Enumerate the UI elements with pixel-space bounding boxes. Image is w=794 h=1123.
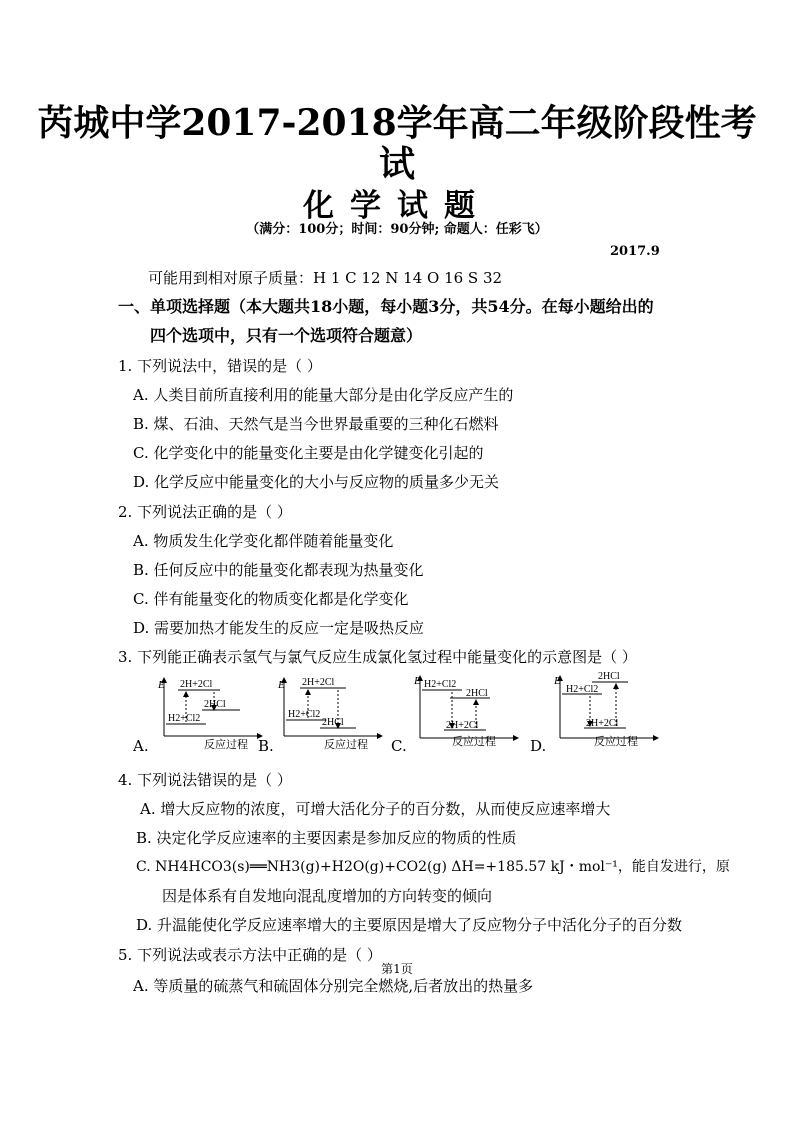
q2-stem: 2. 下列说法正确的是（ ） <box>118 503 292 521</box>
q1-option-c: C. 化学变化中的能量变化主要是由化学键变化引起的 <box>133 444 484 462</box>
q5-option-a: A. 等质量的硫蒸气和硫固体分别完全燃烧,后者放出的热量多 <box>133 977 534 995</box>
q4-option-c-line1: C. NH4HCO3(s)══NH3(g)+H2O(g)+CO2(g) ΔH=+185.57 kJ・mol⁻¹，能自发进行，原 <box>136 859 730 875</box>
q3-option-b: B. <box>258 737 274 755</box>
diagram-a <box>157 679 260 751</box>
q4-option-d: D. 升温能使化学反应速率增大的主要原因是增大了反应物分子中活化分子的百分数 <box>136 916 683 934</box>
q3-option-a: A. <box>133 737 149 755</box>
diagram-b <box>277 677 380 751</box>
q2-option-b: B. 任何反应中的能量变化都表现为热量变化 <box>133 561 424 579</box>
diagram-c-axis-x-label: 反应过程 <box>452 736 496 748</box>
page-footer: 第1页 <box>381 962 413 976</box>
diagram-c <box>413 675 516 748</box>
diagram-b-axis-x-label: 反应过程 <box>324 739 368 751</box>
diagram-b-label-low: 2HCl <box>322 717 344 728</box>
diagram-c-axis-e: E <box>414 675 421 687</box>
q2-option-a: A. 物质发生化学变化都伴随着能量变化 <box>133 532 394 550</box>
diagram-c-label-low: 2H+2Cl <box>446 720 479 731</box>
diagram-a-axis-x-label: 反应过程 <box>204 739 248 751</box>
q4-option-b: B. 决定化学反应速率的主要因素是参加反应的物质的性质 <box>136 829 517 847</box>
diagram-c-label-mid: 2HCl <box>466 688 488 699</box>
q4-option-a: A. 增大反应物的浓度，可增大活化分子的百分数，从而使反应速率增大 <box>140 800 611 818</box>
q1-option-a: A. 人类目前所直接利用的能量大部分是由化学反应产生的 <box>133 386 514 404</box>
diagram-d-label-top: 2HCl <box>598 671 620 682</box>
q2-option-d: D. 需要加热才能发生的反应一定是吸热反应 <box>133 619 425 637</box>
diagram-d-label-mid: H2+Cl2 <box>566 684 599 695</box>
q2-option-c: C. 伴有能量变化的物质变化都是化学变化 <box>133 590 409 608</box>
section-heading-line1: 一、单项选择题（本大题共18小题，每小题3分，共54分。在每小题给出的 <box>118 297 654 316</box>
q3-stem: 3. 下列能正确表示氢气与氯气反应生成氯化氢过程中能量变化的示意图是（ ） <box>118 648 637 666</box>
diagram-a-label-low: H2+Cl2 <box>168 713 201 724</box>
q5-stem: 5. 下列说法或表示方法中正确的是（ ） <box>118 946 382 964</box>
diagram-d-axis-e: E <box>554 675 561 687</box>
diagram-b-label-mid: H2+Cl2 <box>288 709 321 720</box>
atomic-masses: 可能用到相对原子质量：H 1 C 12 N 14 O 16 S 32 <box>148 269 503 287</box>
exam-title-line1: 芮城中学2017-2018学年高二年级阶段性考 <box>37 102 757 144</box>
q1-stem: 1. 下列说法中，错误的是（ ） <box>118 357 322 375</box>
diagram-d <box>553 671 656 748</box>
q4-stem: 4. 下列说法错误的是（ ） <box>118 771 292 789</box>
exam-date: 2017.9 <box>610 244 660 259</box>
diagram-b-label-top: 2H+2Cl <box>302 677 335 688</box>
section-heading-line2: 四个选项中，只有一个选项符合题意） <box>150 326 423 345</box>
diagram-d-axis-x-label: 反应过程 <box>594 736 638 748</box>
exam-title-line2: 试 <box>378 143 415 185</box>
diagram-d-label-low: 2H+2Cl <box>586 718 619 729</box>
diagram-a-axis-e: E <box>158 679 165 691</box>
diagram-b-axis-e: E <box>278 679 285 691</box>
diagram-a-label-top: 2H+2Cl <box>180 679 213 690</box>
q4-option-c-line2: 因是体系有自发地向混乱度增加的方向转变的倾向 <box>162 887 493 905</box>
q3-option-c: C. <box>391 737 407 755</box>
diagram-c-label-top: H2+Cl2 <box>424 679 457 690</box>
diagram-a-label-mid: 2HCl <box>204 699 226 710</box>
subject-title: 化学试题 <box>303 188 491 224</box>
q3-option-d: D. <box>530 737 547 755</box>
exam-meta: （满分：100分；时间：90分钟; 命题人：任彩飞） <box>246 222 548 237</box>
q1-option-d: D. 化学反应中能量变化的大小与反应物的质量多少无关 <box>133 473 500 491</box>
q1-option-b: B. 煤、石油、天然气是当今世界最重要的三种化石燃料 <box>133 415 499 433</box>
